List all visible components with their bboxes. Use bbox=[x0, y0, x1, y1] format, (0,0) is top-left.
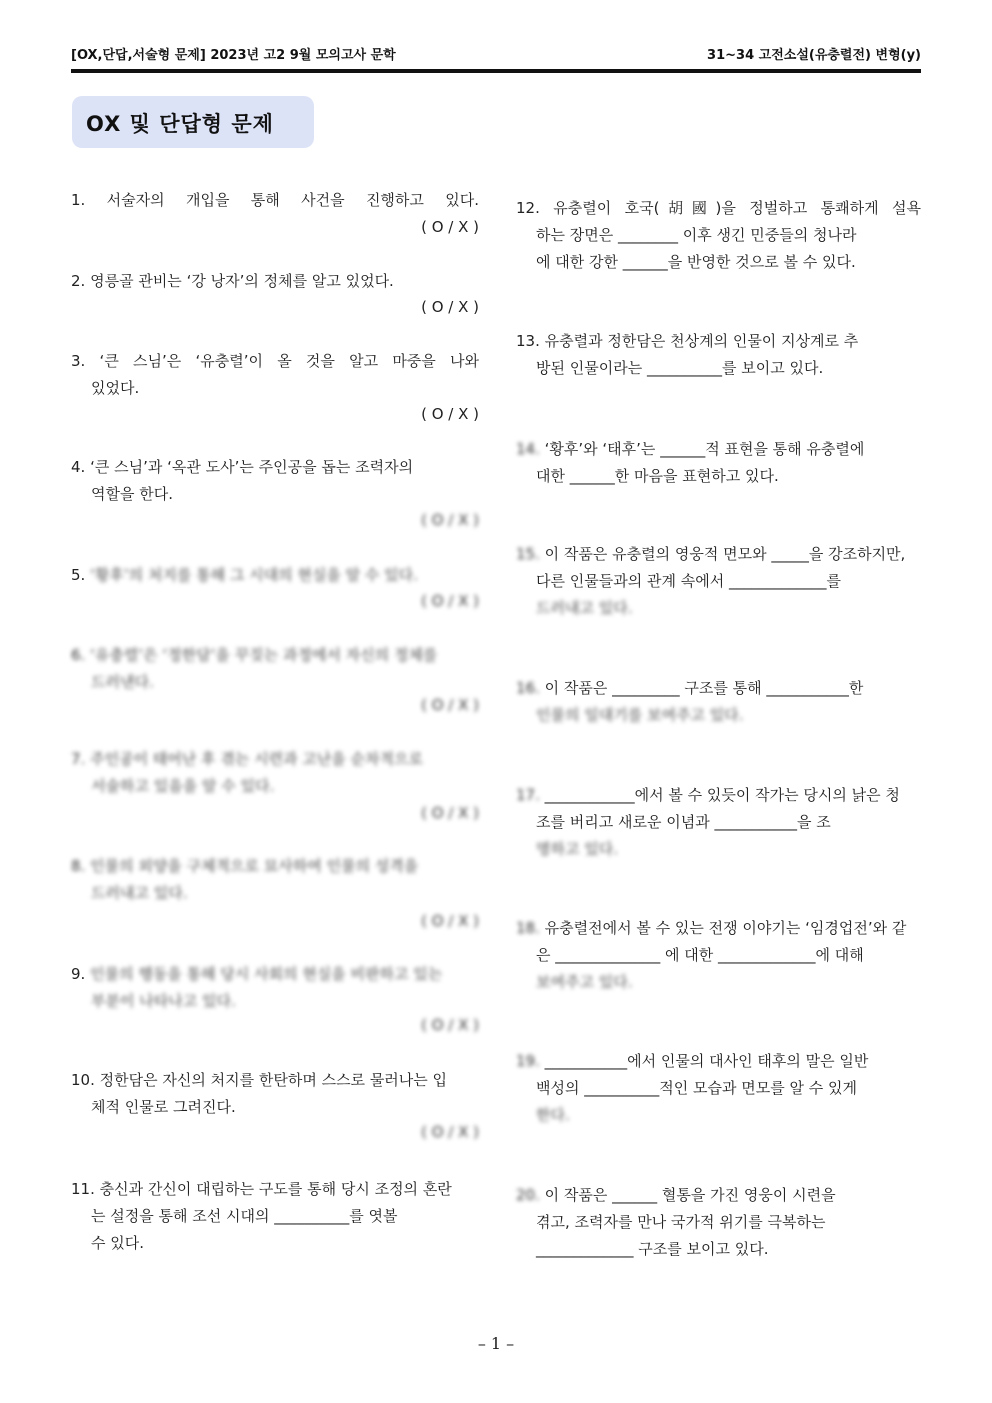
question-text-cont: 체적 인물로 그려진다. bbox=[91, 1098, 236, 1116]
question-14 bbox=[516, 436, 921, 490]
question-2 bbox=[71, 268, 479, 295]
question-number: 11. bbox=[71, 1180, 95, 1198]
question-number: 20. bbox=[516, 1186, 540, 1204]
header-left-title: [OX,단답,서술형 문제] 2023년 고2 9월 모의고사 문학 bbox=[71, 48, 396, 63]
question-text-cont: 겪고, 조력자를 만나 국가적 위기를 극복하는 bbox=[536, 1213, 826, 1231]
question-4 bbox=[71, 454, 479, 508]
question-number: 1. bbox=[71, 191, 86, 209]
question-text: ___________에서 인물의 대사인 태후의 말은 일반 bbox=[544, 1052, 869, 1070]
question-text-cont: 있었다. bbox=[91, 379, 140, 397]
question-text: 인물의 행동을 통해 당시 사회의 현실을 비판하고 있는 bbox=[90, 965, 443, 983]
question-text-cont: 수 있다. bbox=[91, 1234, 145, 1252]
question-text: 유충렬과 정한담은 천상계의 인물이 지상계로 추 bbox=[544, 332, 859, 350]
question-text-cont: 다른 인물들과의 관계 속에서 _____________를 bbox=[536, 572, 841, 590]
question-text: ‘큰 스님’과 ‘옥관 도사’는 주인공을 돕는 조력자의 bbox=[90, 458, 414, 476]
question-text-cont: 하는 장면은 ________ 이후 생긴 민중들의 청나라 bbox=[536, 226, 857, 244]
question-16 bbox=[516, 675, 921, 729]
question-number: 12. bbox=[516, 199, 540, 217]
question-text-cont: 방된 인물이라는 __________를 보이고 있다. bbox=[536, 359, 824, 377]
question-text-cont: 대한 ______한 마음을 표현하고 있다. bbox=[536, 467, 779, 485]
question-text-cont: 부분이 나타나고 있다. bbox=[91, 992, 236, 1010]
question-text-cont: 드러내고 있다. bbox=[536, 599, 633, 617]
question-text-cont: 한다. bbox=[536, 1106, 570, 1124]
page-number: – 1 – bbox=[477, 1334, 515, 1353]
question-number: 2. bbox=[71, 272, 86, 290]
question-text: 주인공이 태어난 후 겪는 시련과 고난을 순차적으로 bbox=[90, 750, 423, 768]
ox-mark-5[interactable]: ( O / X ) bbox=[421, 592, 479, 610]
question-number: 7. bbox=[71, 750, 86, 768]
ox-mark-2[interactable]: ( O / X ) bbox=[421, 298, 479, 316]
question-text-cont: 보여주고 있다. bbox=[536, 973, 633, 991]
ox-mark-1[interactable]: ( O / X ) bbox=[421, 218, 479, 236]
question-number: 9. bbox=[71, 965, 86, 983]
question-text: ‘유충렬’은 ‘정한담’을 꾸짖는 과정에서 자신의 정체를 bbox=[90, 646, 438, 664]
question-20 bbox=[516, 1182, 921, 1263]
question-text-cont: 드러낸다. bbox=[91, 673, 154, 691]
ox-mark-4[interactable]: ( O / X ) bbox=[421, 511, 479, 529]
section-title: OX 및 단답형 문제 bbox=[86, 112, 274, 136]
question-number: 16. bbox=[516, 679, 540, 697]
question-text: 이 작품은 ______ 혈통을 가진 영웅이 시련을 bbox=[544, 1186, 836, 1204]
question-text: 유충렬전에서 볼 수 있는 전쟁 이야기는 ‘임경업전’와 같 bbox=[544, 919, 907, 937]
question-3 bbox=[71, 348, 479, 402]
question-19 bbox=[516, 1048, 921, 1129]
question-text-cont: 역할을 한다. bbox=[91, 485, 173, 503]
question-text: 인물의 외양을 구체적으로 묘사하여 인물의 성격을 bbox=[90, 857, 419, 875]
question-9 bbox=[71, 961, 479, 1015]
question-text: 이 작품은 유충렬의 영웅적 면모와 _____을 강조하지만, bbox=[544, 545, 906, 563]
question-text: ____________에서 볼 수 있듯이 작가는 당시의 낡은 청 bbox=[544, 786, 900, 804]
question-text-cont: 드러내고 있다. bbox=[91, 884, 188, 902]
header-right-title: 31~34 고전소설(유충렬전) 변형(y) bbox=[707, 48, 921, 63]
question-text-cont: 조를 버리고 새로운 이념과 ___________을 조 bbox=[536, 813, 831, 831]
ox-mark-9[interactable]: ( O / X ) bbox=[421, 1016, 479, 1034]
question-text-cont: 는 설정을 통해 조선 시대의 __________를 엿볼 bbox=[91, 1207, 398, 1225]
question-text-cont: 은 ______________ 에 대한 _____________에 대해 bbox=[536, 946, 864, 964]
question-text: ‘황후’와 ‘태후’는 ______적 표현을 통해 유충렬에 bbox=[544, 440, 865, 458]
question-11 bbox=[71, 1176, 479, 1257]
question-6 bbox=[71, 642, 479, 696]
question-number: 3. bbox=[71, 352, 86, 370]
question-text-cont: 명하고 있다. bbox=[536, 840, 618, 858]
question-text: 영릉골 관비는 ‘강 낭자’의 정체를 알고 있었다. bbox=[90, 272, 394, 290]
page-header bbox=[71, 44, 921, 64]
question-17 bbox=[516, 782, 921, 863]
question-5 bbox=[71, 562, 479, 589]
section-title-box bbox=[72, 96, 314, 148]
question-text-cont: 서술하고 있음을 알 수 있다. bbox=[91, 777, 275, 795]
question-8 bbox=[71, 853, 479, 907]
question-number: 6. bbox=[71, 646, 86, 664]
question-number: 17. bbox=[516, 786, 540, 804]
question-text: ‘큰 스님’은 ‘유충렬’이 올 것을 알고 마중을 나와 bbox=[99, 352, 479, 370]
question-text-cont: 인물의 일대기를 보여주고 있다. bbox=[536, 706, 744, 724]
question-number: 13. bbox=[516, 332, 540, 350]
ox-mark-7[interactable]: ( O / X ) bbox=[421, 804, 479, 822]
ox-mark-3[interactable]: ( O / X ) bbox=[421, 405, 479, 423]
question-number: 14. bbox=[516, 440, 540, 458]
question-text: ‘황후’의 처지를 통해 그 시대의 현실을 알 수 있다. bbox=[90, 566, 418, 584]
question-number: 5. bbox=[71, 566, 86, 584]
question-text-cont: 에 대한 강한 ______을 반영한 것으로 볼 수 있다. bbox=[536, 253, 856, 271]
question-number: 18. bbox=[516, 919, 540, 937]
question-text-cont: _____________ 구조를 보이고 있다. bbox=[536, 1240, 769, 1258]
question-text: 이 작품은 _________ 구조를 통해 ___________한 bbox=[544, 679, 864, 697]
header-rule bbox=[71, 69, 921, 73]
ox-mark-8[interactable]: ( O / X ) bbox=[421, 912, 479, 930]
question-15 bbox=[516, 541, 921, 622]
question-number: 4. bbox=[71, 458, 86, 476]
question-7 bbox=[71, 746, 479, 800]
question-1 bbox=[71, 187, 479, 214]
question-text: 유충렬이 호국(胡國)을 정벌하고 통쾌하게 설욕 bbox=[553, 199, 921, 217]
question-10 bbox=[71, 1067, 479, 1121]
question-13 bbox=[516, 328, 921, 382]
question-number: 15. bbox=[516, 545, 540, 563]
ox-mark-6[interactable]: ( O / X ) bbox=[421, 696, 479, 714]
question-text-cont: 백성의 __________적인 모습과 면모를 알 수 있게 bbox=[536, 1079, 857, 1097]
question-12 bbox=[516, 195, 921, 276]
question-18 bbox=[516, 915, 921, 996]
question-text: 충신과 간신이 대립하는 구도를 통해 당시 조정의 혼란 bbox=[99, 1180, 452, 1198]
ox-mark-10[interactable]: ( O / X ) bbox=[421, 1123, 479, 1141]
question-text: 정한담은 자신의 처지를 한탄하며 스스로 물러나는 입 bbox=[99, 1071, 448, 1089]
question-text: 서술자의 개입을 통해 사건을 진행하고 있다. bbox=[106, 191, 479, 209]
question-number: 10. bbox=[71, 1071, 95, 1089]
question-number: 8. bbox=[71, 857, 86, 875]
question-number: 19. bbox=[516, 1052, 540, 1070]
